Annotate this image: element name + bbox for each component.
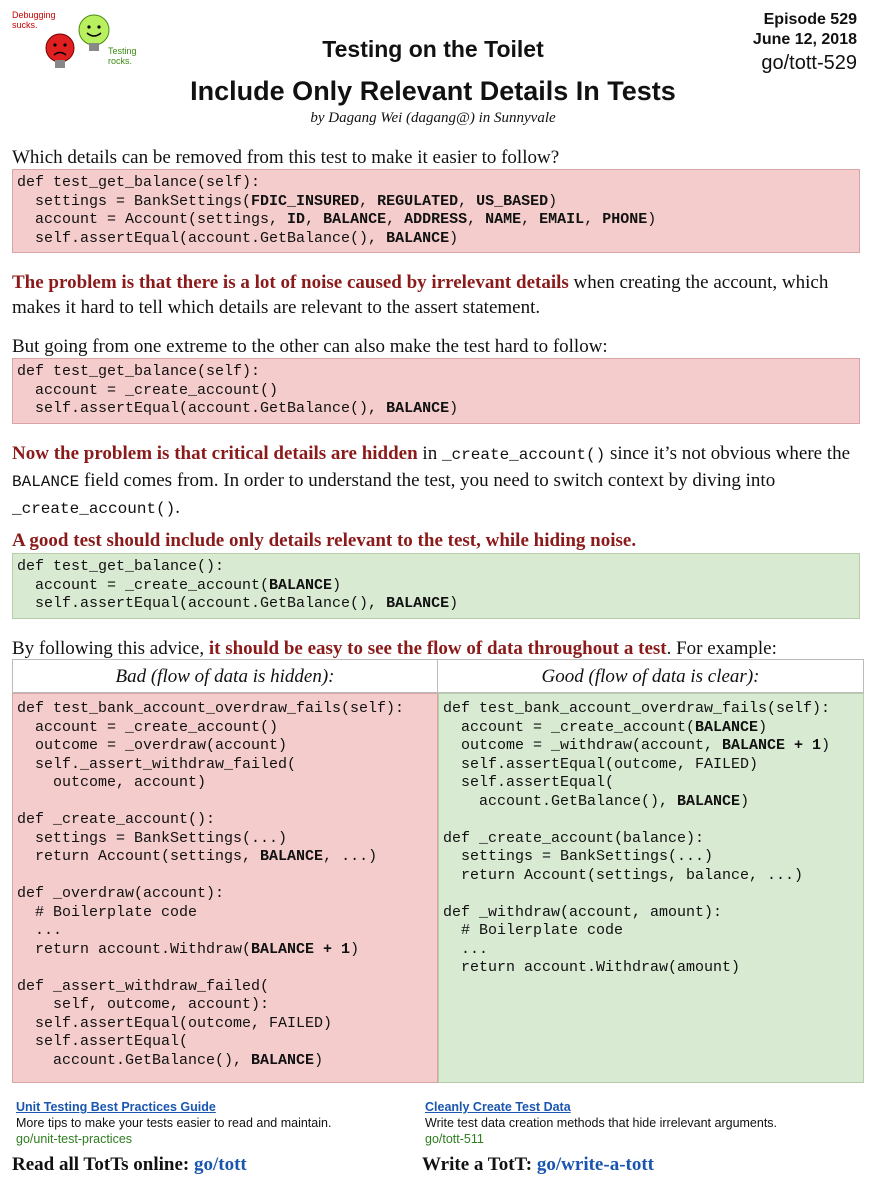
- code-text: ): [821, 737, 831, 754]
- code-line: [443, 885, 863, 904]
- inline-code-balance: BALANCE: [12, 473, 80, 491]
- code-line: [17, 382, 859, 401]
- code-keyword: ADDRESS: [404, 211, 468, 228]
- footer-right: [425, 1099, 865, 1147]
- code-block-hidden: [12, 358, 860, 424]
- code-line: [17, 867, 437, 886]
- code-text: def test_get_balance(self):: [17, 174, 261, 191]
- code-line: [17, 793, 437, 812]
- code-text: ,: [359, 192, 378, 210]
- read-all-link[interactable]: go/tott: [193, 1154, 247, 1175]
- code-keyword: BALANCE: [269, 576, 333, 594]
- code-line: [443, 941, 863, 960]
- code-line: [17, 174, 859, 193]
- code-line: [443, 719, 863, 738]
- code-text: return account.Withdraw(amount): [443, 959, 741, 976]
- code-text: account.GetBalance(),: [443, 792, 678, 810]
- hidden-highlight: Now the problem is that critical details are hidden: [12, 443, 418, 464]
- code-line: [17, 1015, 437, 1034]
- code-line: [17, 363, 859, 382]
- example-paragraph: [12, 636, 864, 661]
- bad-header: Bad (flow of data is hidden):: [12, 659, 438, 693]
- code-text: self.assertEqual(account.GetBalance(),: [17, 595, 387, 612]
- code-text: # Boilerplate code: [443, 922, 624, 939]
- code-text: account = _create_account(: [443, 718, 696, 736]
- code-text: def _assert_withdraw_failed(: [17, 977, 270, 995]
- hidden-paragraph: [12, 441, 864, 522]
- code-text: settings = BankSettings(: [17, 192, 252, 210]
- code-line: [443, 867, 863, 886]
- episode-date: June 12, 2018: [752, 31, 857, 48]
- code-keyword: BALANCE: [251, 1051, 315, 1069]
- code-line: [443, 904, 863, 923]
- problem-text: when creating the account, which makes it hard to tell which details are relevant to the assert statement.: [12, 272, 829, 318]
- inline-code-create-account-2: _create_account(): [12, 500, 176, 518]
- comparison-table: [12, 659, 864, 1083]
- good-header: Good (flow of data is clear):: [438, 659, 864, 693]
- code-keyword: BALANCE: [677, 792, 741, 810]
- good-test-paragraph: A good test should include only details relevant to the test, while hiding noise.: [12, 530, 637, 551]
- code-text: account = _create_account(): [17, 718, 279, 736]
- code-text: self.assertEqual(account.GetBalance(),: [17, 229, 387, 247]
- series-title: Testing on the Toilet: [322, 36, 544, 62]
- code-line: [443, 737, 863, 756]
- code-text: ): [314, 1051, 324, 1069]
- code-line: [17, 211, 859, 230]
- code-line: [443, 830, 863, 849]
- code-text: # Boilerplate code: [17, 903, 198, 921]
- read-all-line: [12, 1154, 247, 1176]
- code-line: [443, 811, 863, 830]
- code-line: [17, 830, 437, 849]
- code-text: return account.Withdraw(: [17, 940, 252, 958]
- code-text: def test_bank_account_overdraw_fails(self):: [17, 700, 405, 717]
- code-line: [17, 885, 437, 904]
- hidden-text-1: in: [417, 443, 442, 464]
- code-text: account = _create_account(): [17, 381, 279, 399]
- code-line: [17, 193, 859, 212]
- code-keyword: ID: [287, 211, 306, 228]
- good-code-column: [438, 693, 864, 1083]
- write-tott-link[interactable]: go/write-a-tott: [536, 1154, 654, 1175]
- code-line: [443, 756, 863, 775]
- code-text: ,: [458, 192, 477, 210]
- code-keyword: BALANCE + 1: [722, 737, 822, 754]
- code-text: ...: [17, 922, 63, 939]
- byline: by Dagang Wei (dagang@) in Sunnyvale: [310, 110, 556, 126]
- code-text: ...: [443, 940, 489, 958]
- code-line: [17, 577, 859, 596]
- write-tott-line: [422, 1154, 654, 1176]
- code-text: def test_bank_account_overdraw_fails(self):: [443, 700, 831, 717]
- hidden-text-2: since it’s not obvious where the: [605, 443, 851, 464]
- code-line: [17, 595, 859, 614]
- code-line: [17, 756, 437, 775]
- code-text: def _create_account(balance):: [443, 829, 705, 847]
- code-text: ): [647, 211, 657, 228]
- extreme-paragraph: But going from one extreme to the other can also make the test hard to follow:: [12, 336, 608, 357]
- problem-highlight: The problem is that there is a lot of noise caused by irrelevant details: [12, 272, 569, 293]
- code-line: [17, 700, 437, 719]
- code-line: [443, 700, 863, 719]
- footer-left-link[interactable]: go/unit-test-practices: [16, 1132, 133, 1146]
- hidden-text-4: .: [175, 497, 180, 518]
- code-text: settings = BankSettings(...): [17, 829, 288, 847]
- code-text: def _withdraw(account, amount):: [443, 903, 723, 921]
- example-highlight: it should be easy to see the flow of data throughout a test: [208, 638, 667, 659]
- footer-right-desc: Write test data creation methods that hide irrelevant arguments.: [425, 1116, 778, 1130]
- code-text: return Account(settings,: [17, 848, 261, 865]
- code-keyword: BALANCE: [386, 400, 450, 417]
- code-text: self.assertEqual(: [443, 774, 615, 791]
- bad-code-column: [12, 693, 438, 1083]
- code-line: [17, 774, 437, 793]
- read-all-label: Read all TotTs online:: [12, 1154, 194, 1175]
- code-keyword: EMAIL: [539, 211, 585, 228]
- question-paragraph: Which details can be removed from this test to make it easier to follow?: [12, 147, 560, 168]
- code-keyword: BALANCE + 1: [251, 940, 351, 958]
- page-title: Include Only Relevant Details In Tests: [190, 76, 676, 106]
- code-text: def test_get_balance(self):: [17, 363, 261, 380]
- code-line: [17, 400, 859, 419]
- code-block-good: [12, 553, 860, 619]
- code-line: [17, 959, 437, 978]
- code-keyword: US_BASED: [476, 192, 549, 210]
- code-text: ): [332, 576, 342, 594]
- footer-left-title-link[interactable]: Unit Testing Best Practices Guide: [16, 1100, 216, 1114]
- episode-number: Episode 529: [763, 11, 857, 28]
- code-text: ): [548, 192, 558, 210]
- code-text: ): [449, 229, 459, 247]
- code-text: ,: [467, 211, 486, 228]
- code-line: [17, 922, 437, 941]
- logo-left-text: Debugging sucks.: [12, 10, 56, 30]
- code-line: [17, 978, 437, 997]
- code-line: [17, 1033, 437, 1052]
- footer-right-link[interactable]: go/tott-511: [425, 1132, 484, 1146]
- footer-right-title-link[interactable]: Cleanly Create Test Data: [425, 1100, 571, 1114]
- code-line: [17, 737, 437, 756]
- code-line: [17, 230, 859, 249]
- code-text: def _overdraw(account):: [17, 885, 225, 902]
- code-text: account = Account(settings,: [17, 211, 288, 228]
- code-text: ): [350, 940, 360, 958]
- code-keyword: FDIC_INSURED: [251, 192, 360, 210]
- code-text: self.assertEqual(outcome, FAILED): [17, 1014, 333, 1032]
- hidden-text-3: field comes from. In order to understand the test, you need to switch context by diving into: [79, 470, 776, 491]
- code-line: [17, 941, 437, 960]
- inline-code-create-account: _create_account(): [441, 446, 606, 464]
- code-keyword: BALANCE: [386, 595, 450, 612]
- code-text: ,: [521, 211, 540, 228]
- code-text: ): [740, 792, 750, 810]
- code-line: [443, 774, 863, 793]
- code-line: [443, 922, 863, 941]
- footer-left: [16, 1099, 416, 1147]
- code-line: [17, 848, 437, 867]
- code-text: ,: [386, 211, 405, 228]
- code-keyword: BALANCE: [386, 229, 450, 247]
- code-keyword: BALANCE: [260, 848, 324, 865]
- code-line: [17, 996, 437, 1015]
- episode-link[interactable]: go/tott-529: [761, 52, 857, 74]
- code-text: account.GetBalance(),: [17, 1051, 252, 1069]
- code-keyword: REGULATED: [377, 192, 459, 210]
- footer-left-desc: More tips to make your tests easier to read and maintain.: [16, 1116, 332, 1130]
- problem-paragraph: [12, 270, 864, 320]
- code-text: self.assertEqual(account.GetBalance(),: [17, 400, 387, 417]
- code-line: [17, 719, 437, 738]
- code-text: def test_get_balance():: [17, 558, 225, 575]
- code-keyword: PHONE: [602, 211, 648, 228]
- example-text-1: By following this advice,: [12, 638, 209, 659]
- code-text: ): [449, 400, 459, 417]
- code-keyword: BALANCE: [323, 211, 387, 228]
- code-text: ,: [584, 211, 603, 228]
- code-line: [17, 1052, 437, 1071]
- code-text: self.assertEqual(outcome, FAILED): [443, 755, 759, 773]
- logo-right-text: Testing rocks.: [108, 46, 137, 66]
- code-text: self.assertEqual(: [17, 1033, 189, 1050]
- code-line: [443, 959, 863, 978]
- example-text-2: . For example:: [666, 638, 777, 659]
- code-text: settings = BankSettings(...): [443, 848, 714, 865]
- write-tott-label: Write a TotT:: [422, 1154, 537, 1175]
- code-text: ): [449, 595, 459, 612]
- code-line: [443, 848, 863, 867]
- code-keyword: BALANCE: [695, 718, 759, 736]
- code-line: [17, 558, 859, 577]
- code-text: def _create_account():: [17, 811, 216, 828]
- code-text: self, outcome, account):: [17, 996, 270, 1013]
- code-text: account = _create_account(: [17, 576, 270, 594]
- code-text: ,: [305, 211, 324, 228]
- code-text: ): [758, 718, 768, 736]
- code-line: [17, 811, 437, 830]
- code-text: return Account(settings, balance, ...): [443, 866, 804, 884]
- code-block-noisy: [12, 169, 860, 253]
- code-text: outcome = _overdraw(account): [17, 737, 288, 754]
- code-text: self._assert_withdraw_failed(: [17, 755, 297, 773]
- code-text: outcome, account): [17, 774, 207, 791]
- code-line: [443, 793, 863, 812]
- code-keyword: NAME: [485, 211, 522, 228]
- code-text: outcome = _withdraw(account,: [443, 737, 723, 754]
- code-line: [17, 904, 437, 923]
- code-text: , ...): [323, 848, 378, 865]
